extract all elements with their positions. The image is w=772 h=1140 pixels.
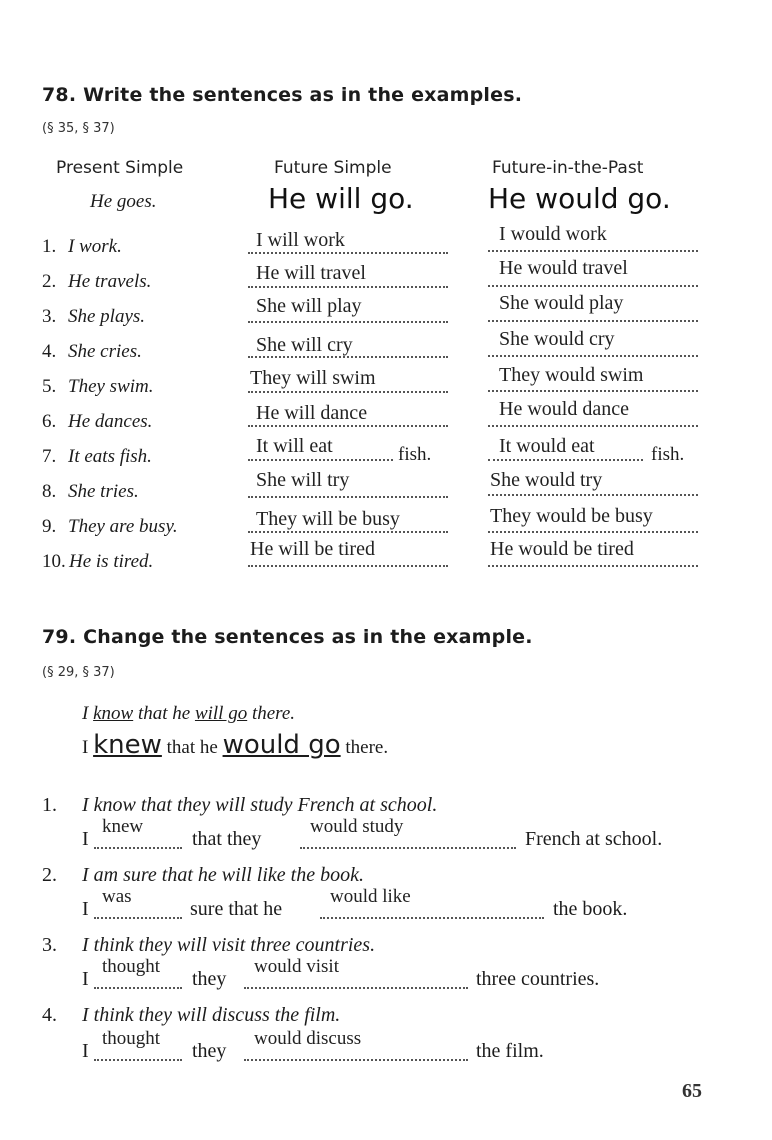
exercise-79-title: 79. Change the sentences as in the example. (42, 626, 533, 648)
answer-start: I (82, 1040, 89, 1062)
future-past-answer-line (488, 390, 698, 392)
blank-line-2 (320, 917, 544, 919)
future-simple-answer[interactable]: They will swim (250, 367, 376, 389)
present-simple-sentence: They swim. (68, 376, 154, 397)
example-79-answer (82, 730, 388, 760)
item-sentence: I am sure that he will like the book. (82, 864, 364, 886)
present-simple-sentence: He is tired. (69, 551, 154, 572)
blank-answer-2[interactable]: would discuss (254, 1028, 362, 1049)
page-number: 65 (682, 1080, 702, 1102)
future-past-answer-line (488, 285, 698, 287)
future-in-the-past-answer[interactable]: He would be tired (490, 538, 634, 560)
future-suffix-text: fish. (398, 444, 432, 465)
future-answer-line (248, 531, 448, 533)
example-q-part2: that he (133, 703, 195, 724)
example-a-part3: that he (161, 737, 223, 758)
item-sentence: I know that they will study French at school. (82, 794, 438, 816)
header-present-simple: Present Simple (56, 158, 184, 178)
blank-line-1 (94, 917, 182, 919)
future-simple-answer[interactable]: He will dance (256, 402, 368, 424)
answer-start: I (82, 828, 89, 850)
future-simple-answer[interactable]: He will travel (256, 262, 366, 284)
present-simple-sentence: She cries. (68, 341, 142, 362)
example-a-knew: knew (93, 730, 162, 760)
example-a-part5: there. (340, 737, 389, 758)
blank-answer-2[interactable]: would visit (254, 956, 339, 977)
exercise-78-refs: (§ 35, § 37) (42, 121, 115, 136)
future-simple-answer[interactable]: She will try (256, 469, 350, 491)
example-a-would-go: would go (222, 730, 341, 760)
row-number: 7. (42, 446, 57, 467)
example-q-part3: there. (247, 703, 296, 724)
present-simple-sentence: She tries. (68, 481, 139, 502)
future-simple-answer[interactable]: They will be busy (256, 508, 400, 530)
blank-line-1 (94, 1059, 182, 1061)
present-simple-sentence: I work. (68, 236, 122, 257)
blank-line-1 (94, 847, 182, 849)
blank-answer-2[interactable]: would like (330, 886, 411, 907)
header-future-simple: Future Simple (274, 158, 392, 178)
example-present: He goes. (90, 191, 157, 212)
present-simple-sentence: She plays. (68, 306, 146, 327)
future-past-answer-line (488, 355, 698, 357)
row-number: 2. (42, 271, 57, 292)
present-simple-sentence: He travels. (68, 271, 152, 292)
future-past-answer-line (488, 320, 698, 322)
future-in-the-past-answer[interactable]: It would eat (499, 435, 595, 457)
row-number: 6. (42, 411, 57, 432)
blank-line-2 (244, 987, 468, 989)
future-past-suffix-text: fish. (651, 444, 685, 465)
blank-line-1 (94, 987, 182, 989)
item-number: 4. (42, 1004, 57, 1026)
blank-answer-1[interactable]: was (102, 886, 132, 907)
future-in-the-past-answer[interactable]: She would play (499, 292, 624, 314)
row-number: 8. (42, 481, 57, 502)
blank-answer-2[interactable]: would study (310, 816, 404, 837)
future-simple-answer[interactable]: She will cry (256, 334, 353, 356)
row-number: 3. (42, 306, 57, 327)
answer-end: the book. (553, 898, 628, 920)
answer-start: I (82, 898, 89, 920)
exercise-79-refs: (§ 29, § 37) (42, 665, 115, 680)
row-number: 10. (42, 551, 66, 572)
future-past-answer-line (488, 459, 643, 461)
example-q-know: know (93, 703, 134, 724)
blank-line-2 (300, 847, 516, 849)
future-in-the-past-answer[interactable]: She would try (490, 469, 603, 491)
item-sentence: I think they will discuss the film. (82, 1004, 341, 1026)
present-simple-sentence: He dances. (68, 411, 153, 432)
blank-answer-1[interactable]: thought (102, 1028, 161, 1049)
future-answer-line (248, 496, 448, 498)
answer-middle: sure that he (190, 898, 283, 920)
future-simple-answer[interactable]: It will eat (256, 435, 333, 457)
example-future-past: He would go. (488, 182, 671, 215)
example-q-will-go: will go (194, 703, 248, 724)
future-past-answer-line (488, 565, 698, 567)
future-simple-answer[interactable]: She will play (256, 295, 362, 317)
present-simple-sentence: It eats fish. (68, 446, 152, 467)
example-q-part1: I (82, 703, 94, 724)
answer-middle: that they (192, 828, 262, 850)
item-sentence: I think they will visit three countries. (82, 934, 376, 956)
future-answer-line (248, 391, 448, 393)
row-number: 4. (42, 341, 57, 362)
answer-end: three countries. (476, 968, 600, 990)
present-simple-sentence: They are busy. (68, 516, 178, 537)
answer-end: French at school. (525, 828, 663, 850)
exercise-78-title: 78. Write the sentences as in the examples. (42, 84, 523, 106)
answer-middle: they (192, 968, 227, 990)
blank-answer-1[interactable]: knew (102, 816, 144, 837)
future-in-the-past-answer[interactable]: He would dance (499, 398, 629, 420)
future-past-answer-line (488, 531, 698, 533)
future-in-the-past-answer[interactable]: She would cry (499, 328, 615, 350)
future-answer-line (248, 321, 448, 323)
example-future: He will go. (268, 182, 414, 215)
example-79-question (82, 703, 295, 725)
answer-middle: they (192, 1040, 227, 1062)
future-answer-line (248, 425, 448, 427)
row-number: 9. (42, 516, 57, 537)
answer-end: the film. (476, 1040, 544, 1062)
row-number: 5. (42, 376, 57, 397)
blank-line-2 (244, 1059, 468, 1061)
future-past-answer-line (488, 494, 698, 496)
future-simple-answer[interactable]: He will be tired (250, 538, 375, 560)
future-answer-line (248, 565, 448, 567)
future-answer-line (248, 459, 393, 461)
future-past-answer-line (488, 250, 698, 252)
item-number: 2. (42, 864, 57, 886)
future-in-the-past-answer[interactable]: I would work (499, 223, 607, 245)
future-past-answer-line (488, 425, 698, 427)
item-number: 3. (42, 934, 57, 956)
header-future-in-the-past: Future-in-the-Past (492, 158, 644, 178)
future-in-the-past-answer[interactable]: They would swim (499, 364, 644, 386)
future-answer-line (248, 252, 448, 254)
future-simple-answer[interactable]: I will work (256, 229, 345, 251)
future-in-the-past-answer[interactable]: He would travel (499, 257, 628, 279)
row-number: 1. (42, 236, 57, 257)
blank-answer-1[interactable]: thought (102, 956, 161, 977)
future-in-the-past-answer[interactable]: They would be busy (490, 505, 653, 527)
example-a-part1: I (82, 737, 94, 758)
item-number: 1. (42, 794, 57, 816)
future-answer-line (248, 286, 448, 288)
answer-start: I (82, 968, 89, 990)
